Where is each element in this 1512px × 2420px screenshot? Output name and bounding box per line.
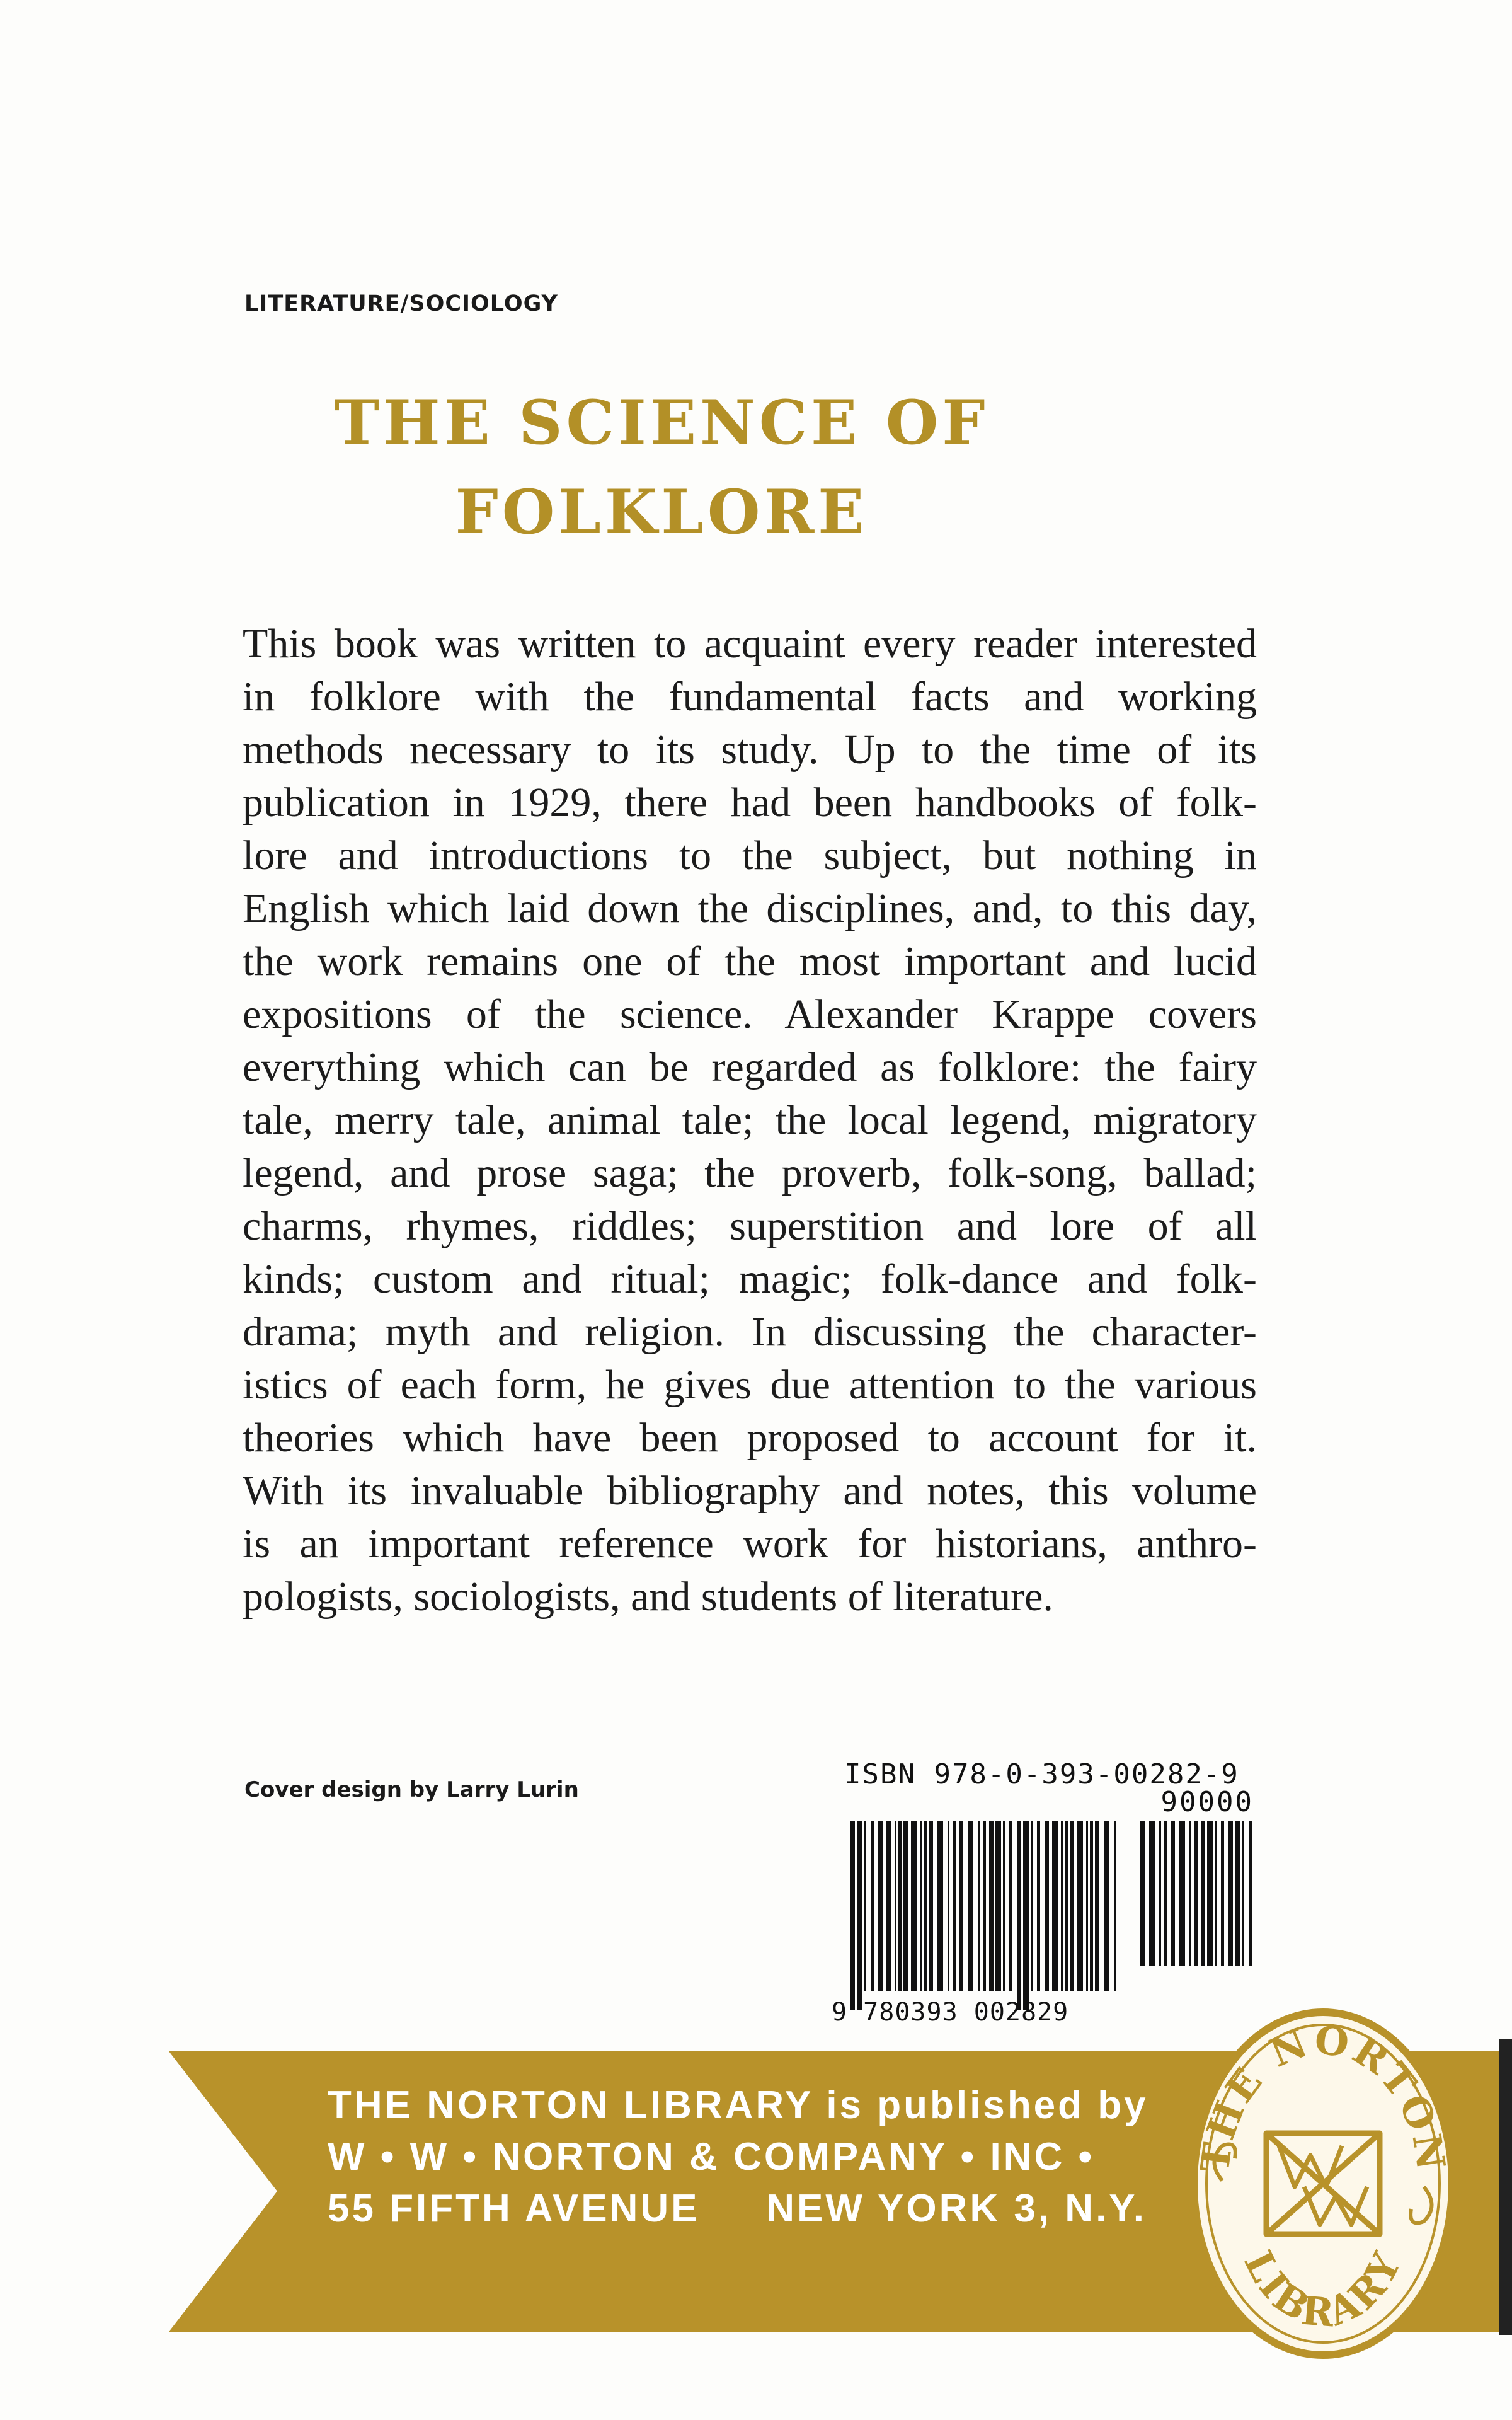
description-line: istics of each form, he gives due attention to the various <box>243 1362 1257 1408</box>
barcode-bar <box>1140 1821 1145 1966</box>
barcode-bar <box>1045 1821 1049 1991</box>
description-line: is an important reference work for historians, anthro- <box>243 1521 1257 1567</box>
description-line: publication in 1929, there had been handbooks of folk- <box>243 780 1257 826</box>
address-city: NEW YORK 3, N.Y. <box>766 2187 1147 2230</box>
barcode-bar <box>1207 1821 1213 1966</box>
description-line: theories which have been proposed to account for it. <box>243 1415 1257 1461</box>
barcode-bar <box>1194 1821 1198 1966</box>
barcode-bar <box>948 1821 949 1991</box>
barcode-bar <box>895 1821 896 1991</box>
publisher-info <box>328 2080 1147 2235</box>
barcode-bar <box>1003 1821 1005 1991</box>
description-line: English which laid down the disciplines, and, to this day, <box>243 885 1257 931</box>
description-line: legend, and prose saga; the proverb, folk-song, ballad; <box>243 1150 1257 1196</box>
barcode-bar <box>1017 1821 1021 2010</box>
barcode-bar <box>1023 1821 1029 2010</box>
barcode-bar <box>871 1821 874 1991</box>
barcode-bar <box>929 1821 933 1991</box>
book-title <box>189 378 1134 557</box>
ean-digits: 9 780393 002829 <box>832 1998 1069 2027</box>
barcode-bar <box>1164 1821 1167 1966</box>
description-line: the work remains one of the most important and lucid <box>243 938 1257 984</box>
publisher-address <box>328 2183 1147 2235</box>
description-line: This book was written to acquaint every reader interested <box>243 621 1257 667</box>
barcode-bar <box>1201 1821 1205 1966</box>
book-description <box>243 618 1257 1623</box>
barcode-bar <box>1179 1821 1185 1966</box>
barcode-bar <box>1242 1821 1244 1966</box>
barcode-bar <box>1077 1821 1083 1991</box>
barcode-bar <box>1052 1821 1058 1991</box>
barcode-bar <box>1235 1821 1240 1966</box>
description-line: drama; myth and religion. In discussing the character- <box>243 1309 1257 1355</box>
barcode-bar <box>1189 1821 1191 1966</box>
category-label: LITERATURE/SOCIOLOGY <box>244 291 558 316</box>
barcode-bar <box>920 1821 922 1991</box>
barcode-bar <box>989 1821 994 1991</box>
barcode-bar <box>983 1821 986 1991</box>
barcode-bar <box>968 1821 973 1991</box>
barcode-bar <box>1070 1821 1074 1991</box>
barcode-bar <box>1009 1821 1012 1991</box>
barcode-bar <box>1149 1821 1155 1966</box>
description-line: tale, merry tale, animal tale; the local legend, migratory <box>243 1097 1257 1143</box>
barcode-bar <box>903 1821 908 1991</box>
barcode-bar <box>1159 1821 1161 1966</box>
barcode-bar <box>1061 1821 1063 1991</box>
cover-design-credit: Cover design by Larry Lurin <box>244 1777 579 1802</box>
title-line-2: FOLKLORE <box>455 476 868 548</box>
barcode-bar <box>978 1821 980 1991</box>
seal-top-text: THE NORTON <box>1191 2016 1455 2175</box>
address-street: 55 FIFTH AVENUE <box>328 2187 700 2230</box>
barcode-bar <box>1037 1821 1040 1991</box>
description-line: charms, rhymes, riddles; superstition and lore of all <box>243 1203 1257 1249</box>
barcode-bar <box>953 1821 956 1991</box>
barcode-bars <box>850 1821 1121 2010</box>
barcode-bar <box>1221 1821 1224 1966</box>
description-line: in folklore with the fundamental facts and working <box>243 674 1257 720</box>
barcode-bar <box>1095 1821 1099 1991</box>
barcode-bar <box>1249 1821 1252 1966</box>
isbn-number: ISBN 978-0-393-00282-9 <box>844 1758 1239 1790</box>
barcode-bar <box>878 1821 883 1991</box>
price-code: 90000 <box>1160 1786 1254 1818</box>
barcode-bar <box>864 1821 866 1991</box>
title-line-1: THE SCIENCE OF <box>334 387 989 458</box>
barcode-bar <box>857 1821 862 2010</box>
publisher-line-2: W • W • NORTON & COMPANY • INC • <box>328 2135 1095 2179</box>
barcode-bar <box>995 1821 1001 1991</box>
spine-edge <box>1499 2039 1512 2335</box>
barcode-bar <box>959 1821 963 1991</box>
description-line: pologists, sociologists, and students of literature. <box>243 1574 1053 1620</box>
barcode-bar <box>1228 1821 1233 1966</box>
barcode-bar <box>1065 1821 1068 1991</box>
barcode-bar <box>886 1821 891 1991</box>
barcode-bar <box>850 1821 855 2010</box>
addon-barcode-bars <box>1140 1821 1254 1985</box>
barcode-bar <box>924 1821 927 1991</box>
description-line: lore and introductions to the subject, but nothing in <box>243 833 1257 879</box>
barcode-bar <box>1104 1821 1109 1991</box>
barcode-bar <box>1114 1821 1116 1991</box>
publisher-line-1: THE NORTON LIBRARY is published by <box>328 2083 1148 2127</box>
barcode-bar <box>1086 1821 1088 1991</box>
barcode-bar <box>1031 1821 1033 1991</box>
seal-bottom-text: LIBRARY <box>1235 2243 1411 2336</box>
barcode-bar <box>1171 1821 1175 1966</box>
description-line: everything which can be regarded as folklore: the fairy <box>243 1044 1257 1090</box>
description-line: kinds; custom and ritual; magic; folk-dance and folk- <box>243 1256 1257 1302</box>
barcode-bar <box>1215 1821 1217 1966</box>
barcode-bar <box>911 1821 917 1991</box>
description-line: With its invaluable bibliography and notes, this volume <box>243 1468 1257 1514</box>
description-line: methods necessary to its study. Up to the time of its <box>243 727 1257 773</box>
barcode-bar <box>937 1821 943 1991</box>
barcode-bar <box>898 1821 902 1991</box>
norton-library-seal <box>1184 1998 1462 2370</box>
description-line: expositions of the science. Alexander Krappe covers <box>243 991 1257 1037</box>
barcode-bar <box>1090 1821 1093 1991</box>
